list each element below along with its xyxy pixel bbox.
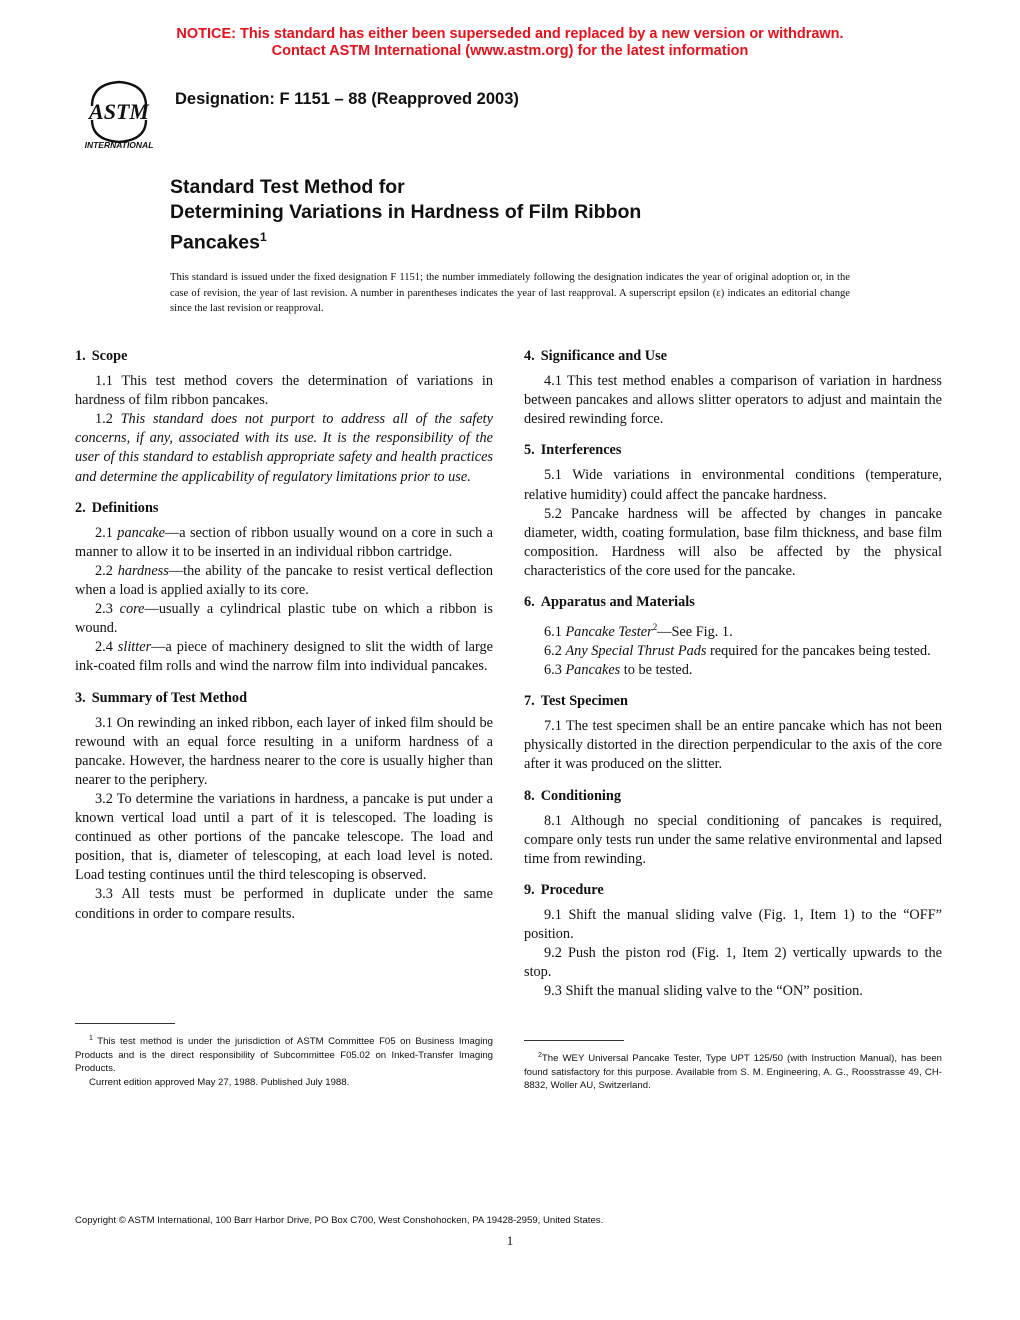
title-line-2: Determining Variations in Hardness of Film Ribbon [170,201,642,223]
clause-number: 1.2 [95,411,113,428]
section-specimen [524,692,942,774]
title-line-3: Pancakes [170,231,260,254]
paragraph: 3.3 All tests must be performed in duplicate under the same conditions in order to compare results. [75,886,493,922]
defined-term: core [119,601,145,618]
definition-text: —usually a cylindrical plastic tube on which a ribbon is wound. [75,601,493,637]
section-apparatus [524,593,942,680]
right-column [524,347,942,1013]
left-column [75,347,493,936]
definition [75,562,493,600]
definition [75,638,493,676]
section-number: 2. [75,499,86,516]
copyright-line: Copyright © ASTM International, 100 Barr Harbor Drive, PO Box C700, West Conshohocken, PA 19428-2959, United States. [75,1215,604,1226]
section-scope [75,347,493,487]
defined-term: hardness [117,562,169,579]
paragraph: 8.1 Although no special conditioning of pancakes is required, compare only tests run under the same relative environmental and lapsed time from rewinding. [524,812,942,867]
section-heading: Apparatus and Materials [540,594,695,611]
section-number: 5. [524,442,535,459]
footnote-rule [75,1023,175,1024]
definition-text: —a section of ribbon usually wound on a core in such a manner to allow it to be inserted in an individual ribbon cartridge. [75,524,494,560]
paragraph: 7.1 The test specimen shall be an entire pancake which has not been physically distorted in the direction perpendicular to the axis of the core after it was produced on the slitter. [524,718,942,773]
footnote-text: This test method is under the jurisdiction of ASTM Committee F05 on Business Imaging Products and is the direct responsibility of Subcommittee F05.02 on Inked-Transfer Imaging Products. [75,1036,493,1075]
paragraph: 3.1 On rewinding an inked ribbon, each layer of inked film should be rewound with an equal force resulting in a uniform hardness of a pancake. However, the hardness nearer to the core is usually higher than nearer to the periphery. [75,714,493,788]
defined-term: slitter [117,639,152,656]
clause-number: 2.4 [95,639,113,656]
footnote-mark: 1 [89,1035,93,1042]
footnote-mark: 2 [538,1052,542,1059]
section-number: 8. [524,787,535,804]
paragraph: 9.3 Shift the manual sliding valve to the “ON” position. [544,983,863,1000]
apparatus-item [524,642,942,661]
section-heading: Interferences [540,442,622,459]
clause-number: 6.3 [544,662,562,679]
page-number: 1 [506,1233,514,1248]
footnote-mark: 2 [652,622,658,633]
section-heading: Conditioning [540,787,621,804]
section-procedure [524,881,942,1002]
paragraph: 9.1 Shift the manual sliding valve (Fig. 1, Item 1) to the “OFF” position. [524,907,942,943]
footnotes-right [524,1040,942,1093]
section-definitions [75,499,493,677]
definition-text: —the ability of the pancake to resist vertical deflection when a load is applied axially to its core. [75,562,494,599]
apparatus-text: to be tested. [620,662,693,679]
logo-text: ASTM [89,99,149,124]
document-title [170,175,641,256]
section-number: 9. [524,881,535,898]
title-line-1: Standard Test Method for [170,176,405,198]
section-interferences [524,441,942,581]
apparatus-term: Pancakes [565,662,621,679]
section-significance [524,347,942,429]
paragraph: 5.1 Wide variations in environmental conditions (temperature, relative humidity) could affect the pancake hardness. [524,467,942,503]
footnote-rule [524,1040,624,1041]
notice-line-1: NOTICE: This standard has either been superseded and replaced by a new version or withdrawn. [176,26,844,42]
section-number: 1. [75,348,86,364]
section-heading: Scope [91,348,128,364]
clause-number: 2.1 [95,524,113,541]
section-heading: Procedure [540,881,604,898]
section-number: 7. [524,693,535,710]
footnote-text: The WEY Universal Pancake Tester, Type UPT 125/50 (with Instruction Manual), has been found satisfactory for this purpose. Available from S. M. Engineering, A. G., Roosstrasse 49, CH-8832, Woller AU, Switzerland. [524,1053,942,1092]
clause-number: 2.3 [95,601,113,618]
paragraph: 5.2 Pancake hardness will be affected by changes in pancake diameter, width, coating formulation, base film thickness, and base film composition. Hardness will also be affected by the physical characteristics of the core used for the pancake. [524,505,942,579]
logo-subtext: INTERNATIONAL [84,140,154,150]
paragraph [75,410,493,486]
apparatus-text: required for the pancakes being tested. [706,642,931,659]
designation: Designation: F 1151 – 88 (Reapproved 2003) [175,90,519,108]
clause-number: 6.1 [544,623,562,640]
section-conditioning [524,787,942,869]
section-number: 6. [524,594,535,611]
definition [75,524,493,562]
definition-text: —a piece of machinery designed to slit the width of large ink-coated film rolls and wind the narrow film into individual pancakes. [75,639,494,675]
section-number: 3. [75,689,86,706]
apparatus-item [524,618,942,642]
issuance-statement: This standard is issued under the fixed designation F 1151; the number immediately following the designation indicates the year of original adoption or, in the case of revision, the year of last revision. A number in parentheses indicates the year of last reapproval. A superscript epsilon (ε) indicates an editorial change since the last revision or reapproval. [170,272,850,314]
defined-term: pancake [117,524,165,541]
section-heading: Significance and Use [540,348,668,364]
footnote-2 [524,1049,942,1093]
title-footnote-mark: 1 [260,230,267,244]
section-heading: Summary of Test Method [91,689,248,706]
paragraph: 3.2 To determine the variations in hardness, a pancake is put under a known vertical load until a part of it is telescoped. The loading is continued as other portions of the pancake telescope. The load and position, that is, diameter of telescoping, at each load level is noted. Load testing continues until the third telescoping is observed. [75,790,493,884]
apparatus-item [524,661,942,680]
astm-logo [78,76,160,150]
footnote-1-edition: Current edition approved May 27, 1988. Published July 1988. [89,1076,350,1088]
paragraph: 1.1 This test method covers the determination of variations in hardness of film ribbon pancakes. [75,373,493,409]
paragraph: 4.1 This test method enables a comparison of variation in hardness between pancakes and allows slitter operators to adjust and maintain the desired rewinding force. [524,373,942,428]
section-heading: Test Specimen [540,693,628,710]
safety-caveat: This standard does not purport to address all of the safety concerns, if any, associated with its use. It is the responsibility of the user of this standard to establish appropriate safety and health practices and determine the applicability of regulatory limitations prior to use. [75,411,493,485]
footnote-1 [75,1032,493,1076]
paragraph: 9.2 Push the piston rod (Fig. 1, Item 2) vertically upwards to the stop. [524,945,942,981]
clause-number: 2.2 [95,562,113,579]
clause-number: 6.2 [544,642,562,659]
apparatus-term: Any Special Thrust Pads [565,642,707,659]
footnotes-left [75,1023,493,1090]
notice-line-2: Contact ASTM International (www.astm.org) for the latest information [271,43,749,59]
definition [75,600,493,638]
section-heading: Definitions [91,499,159,516]
apparatus-term: Pancake Tester [565,623,653,640]
section-number: 4. [524,348,535,364]
apparatus-text: —See Fig. 1. [657,623,733,640]
supersession-notice [0,26,1020,60]
section-summary [75,689,493,924]
